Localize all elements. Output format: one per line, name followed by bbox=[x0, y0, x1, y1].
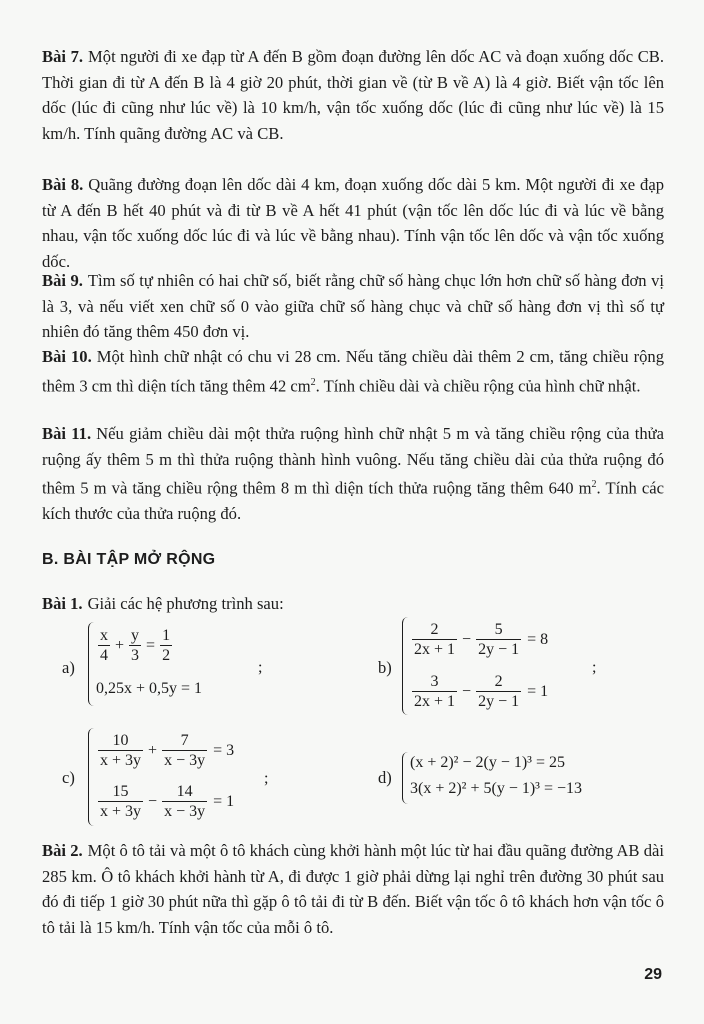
system-c-equation-2: $\frac{15}{x + 3y}$ − $\frac{14}{x - 3y}$ = 1 bbox=[100, 783, 235, 820]
system-d-equation-2: 3(x + 2)² + 5(y − 1)³ = −13 bbox=[410, 780, 583, 797]
problem-text: Một hình chữ nhật có chu vi 28 cm. Nếu tăng chiều dài thêm 2 cm, tăng chiều rộng thêm 3 cm thì diện tích tăng thêm 42 cm bbox=[42, 347, 664, 396]
problem-text-end: . Tính chiều dài và chiều rộng của hình chữ nhật. bbox=[315, 376, 641, 396]
problem-9 bbox=[42, 268, 664, 345]
fraction: $\frac{2}{2y - 1}$ bbox=[478, 673, 520, 710]
problem-number: Bài 7. bbox=[42, 47, 84, 66]
superscript: 2 bbox=[310, 376, 316, 388]
fraction: $\frac{14}{x - 3y}$ bbox=[164, 783, 206, 820]
fraction: $\frac{1}{2}$ bbox=[162, 627, 171, 664]
problem-number: Bài 9. bbox=[42, 271, 83, 290]
problem-text-end: . Tính các kích thước của thửa ruộng đó. bbox=[42, 478, 665, 524]
system-a-equation-1: $\frac{x}{4}$ + $\frac{y}{3}$ = $\frac{1}{2}$ bbox=[100, 627, 171, 664]
problem-number: Bài 2. bbox=[42, 841, 83, 860]
problem-text: Một ô tô tải và một ô tô khách cùng khởi hành một lúc từ hai đầu quãng đường AB dài 285 km. Ô tô khách khởi hành từ A, đi được 1 giờ phải dừng lại nghỉ trên đường 30 phút sau đó đi tiếp 1 giờ 30 phút nữa thì gặp ô tô tải đi từ B đến. Biết vận tốc ô tô khách hơn vận tốc ô tô tải là 15 km/h. Tính vận tốc của mỗi ô tô. bbox=[42, 841, 664, 937]
system-brace bbox=[88, 728, 95, 826]
fraction: $\frac{7}{x - 3y}$ bbox=[164, 732, 206, 769]
problem-number: Bài 10. bbox=[42, 347, 92, 366]
problem-text: Nếu giảm chiều dài một thửa ruộng hình chữ nhật 5 m và tăng chiều rộng của thửa ruộng ấy thêm 5 m thì thửa ruộng thành hình vuông. Nếu tăng chiều dài của thửa ruộng đó thêm 5 m và tăng chiều rộng thêm 8 m thì diện tích thửa ruộng tăng thêm 640 m bbox=[42, 424, 665, 498]
fraction: $\frac{y}{3}$ bbox=[131, 627, 140, 664]
system-a-label: a) bbox=[62, 658, 75, 677]
problem-11 bbox=[42, 421, 664, 527]
problem-number: Bài 1. bbox=[42, 594, 83, 613]
page-number: 29 bbox=[644, 966, 662, 983]
system-b-equation-1: $\frac{2}{2x + 1}$ − $\frac{5}{2y - 1}$ = 8 bbox=[414, 621, 549, 658]
problem-text: Tìm số tự nhiên có hai chữ số, biết rằng chữ số hàng chục lớn hơn chữ số hàng đơn vị là 3, và nếu viết xen chữ số 0 vào giữa chữ số hàng chục và chữ số hàng đơn vị thì số tự nhiên đó tăng thêm 450 đơn vị. bbox=[42, 271, 664, 342]
fraction: $\frac{3}{2x + 1}$ bbox=[414, 673, 456, 710]
fraction: $\frac{2}{2x + 1}$ bbox=[414, 621, 456, 658]
system-brace bbox=[88, 622, 95, 706]
system-b-equation-2: $\frac{3}{2x + 1}$ − $\frac{2}{2y - 1}$ = 1 bbox=[414, 673, 549, 710]
problem-10 bbox=[42, 344, 664, 399]
system-a-equation-2: 0,25x + 0,5y = 1 bbox=[96, 680, 203, 697]
problem-number: Bài 8. bbox=[42, 175, 84, 194]
extension-problem-2 bbox=[42, 838, 664, 940]
system-d-label: d) bbox=[378, 768, 392, 787]
system-brace bbox=[402, 752, 409, 804]
fraction: $\frac{15}{x + 3y}$ bbox=[100, 783, 142, 820]
system-c-label: c) bbox=[62, 768, 75, 787]
fraction: $\frac{x}{4}$ bbox=[100, 627, 108, 664]
separator: ; bbox=[258, 659, 263, 676]
problem-number: Bài 11. bbox=[42, 424, 92, 443]
problem-text: Giải các hệ phương trình sau: bbox=[87, 594, 284, 613]
superscript: 2 bbox=[591, 479, 597, 491]
system-brace bbox=[402, 617, 409, 715]
fraction: $\frac{10}{x + 3y}$ bbox=[100, 732, 142, 769]
section-heading: B. BÀI TẬP MỞ RỘNG bbox=[42, 551, 216, 568]
separator: ; bbox=[264, 770, 269, 787]
problem-text: Một người đi xe đạp từ A đến B gồm đoạn đường lên dốc AC và đoạn xuống dốc CB. Thời gian đi từ A đến B là 4 giờ 20 phút, thời gian về (từ B về A) là 4 giờ. Biết vận tốc lên dốc (lúc đi cũng như lúc về) là 10 km/h, vận tốc xuống dốc (lúc đi cũng như lúc về) là 15 km/h. Tính quãng đường AC và CB. bbox=[42, 47, 664, 143]
problem-7 bbox=[42, 44, 664, 146]
problem-8 bbox=[42, 172, 664, 274]
problem-text: Quãng đường đoạn lên dốc dài 4 km, đoạn xuống dốc dài 5 km. Một người đi xe đạp từ A đến B hết 40 phút và đi từ B về A hết 41 phút (vận tốc lên dốc lúc đi và lúc về bằng nhau, vận tốc xuống dốc lúc đi và lúc về bằng nhau). Tính vận tốc lên dốc và vận tốc xuống dốc. bbox=[42, 175, 664, 271]
system-c-equation-1: $\frac{10}{x + 3y}$ + $\frac{7}{x - 3y}$ = 3 bbox=[100, 732, 235, 769]
separator: ; bbox=[592, 659, 597, 676]
system-d-equation-1: (x + 2)² − 2(y − 1)³ = 25 bbox=[410, 754, 565, 771]
system-b-label: b) bbox=[378, 658, 392, 677]
fraction: $\frac{5}{2y - 1}$ bbox=[478, 621, 520, 658]
extension-problem-1 bbox=[42, 591, 664, 617]
